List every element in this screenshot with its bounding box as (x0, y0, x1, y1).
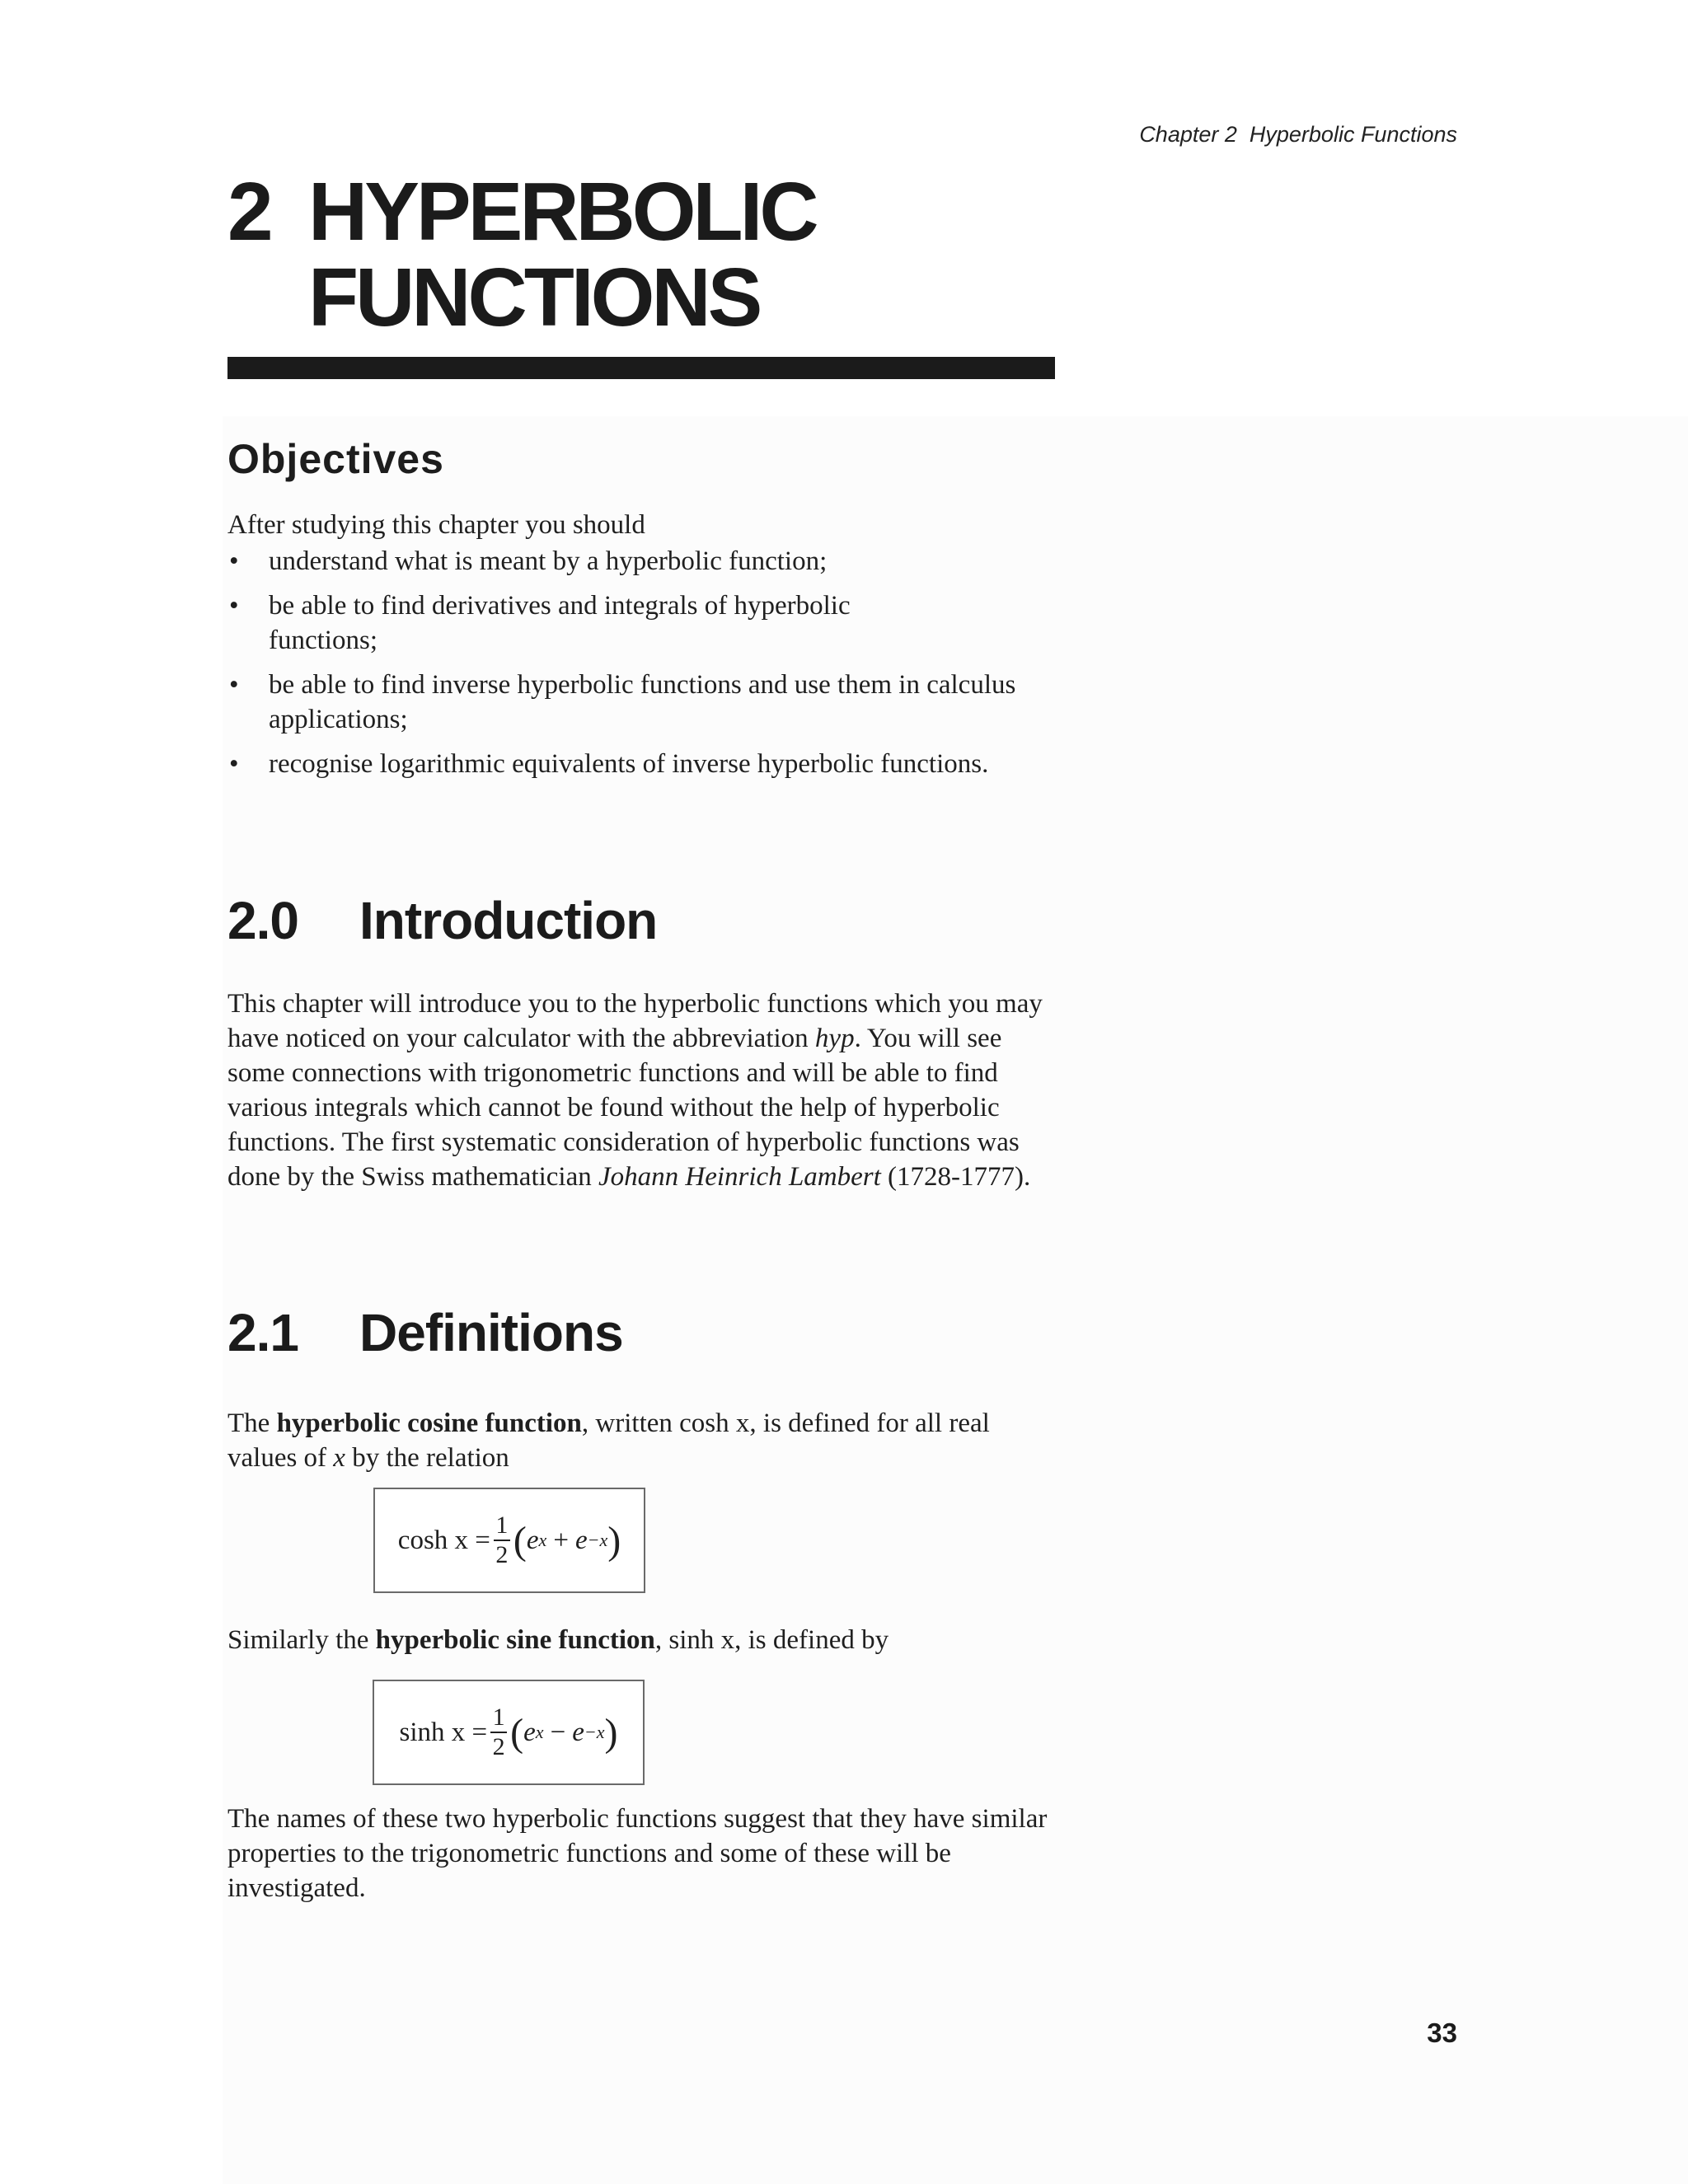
section-heading-definitions (227, 1302, 623, 1363)
variable: x (333, 1443, 345, 1473)
bullet-icon: • (229, 749, 239, 779)
intro-person: Johann Heinrich Lambert (598, 1162, 881, 1192)
text: by the relation (352, 1443, 509, 1473)
formula-lhs: sinh x = (399, 1717, 488, 1747)
intro-abbreviation: hyp (814, 1024, 855, 1053)
cosh-formula-box (373, 1488, 645, 1593)
section-title: Definitions (359, 1303, 623, 1362)
operator: − (550, 1717, 566, 1747)
open-paren: ( (510, 1710, 524, 1755)
text: is defined for all real values of (227, 1408, 990, 1473)
objectives-heading: Objectives (227, 436, 444, 482)
numerator: 1 (495, 1511, 509, 1539)
chapter-title-line-2: FUNCTIONS (308, 251, 760, 344)
chapter-title-line-1 (227, 166, 816, 258)
exponent: x (538, 1530, 547, 1550)
chapter-title-word-1: HYPERBOLIC (308, 166, 816, 258)
text: Similarly the (227, 1625, 369, 1655)
denominator: 2 (495, 1541, 509, 1568)
list-item (227, 588, 1060, 658)
fraction (494, 1511, 510, 1569)
exponent: x (535, 1722, 544, 1742)
objectives-list (227, 544, 1060, 791)
title-rule (227, 357, 1055, 379)
bullet-icon: • (229, 670, 239, 700)
section-number: 2.0 (227, 891, 298, 950)
cosh-notation: cosh x, (679, 1408, 757, 1438)
intro-text-1: This chapter will introduce you to the hyperbolic functions which you may have noticed on your calculator with the abbreviation (227, 989, 1043, 1053)
sinh-definition-text (227, 1623, 1060, 1657)
sinh-formula-box (373, 1680, 645, 1785)
text: is defined by (748, 1625, 889, 1655)
bullet-icon: • (229, 591, 239, 621)
sinh-notation: sinh x, (668, 1625, 742, 1655)
text: , (654, 1625, 663, 1655)
numerator: 1 (492, 1704, 505, 1731)
intro-text-2: . You will see some connections with trigonometric functions and will be able to find various integrals which cannot be found without the help of hyperbolic functions. The first systematic consideration of hyperbolic functions was done by the Swiss mathematician (227, 1024, 1020, 1192)
objective-text: be able to find derivatives and integrals of hyperbolic functions; (269, 591, 851, 655)
chapter-title (227, 166, 816, 344)
bullet-icon: • (229, 546, 239, 576)
exp-base: e (574, 1525, 588, 1555)
objective-text: be able to find inverse hyperbolic functions and use them in calculus applications; (269, 670, 1016, 734)
text: , written (581, 1408, 673, 1438)
exponent: −x (587, 1530, 608, 1550)
chapter-number: 2 (227, 166, 270, 258)
open-paren: ( (513, 1518, 527, 1563)
section-number: 2.1 (227, 1303, 298, 1362)
list-item (227, 668, 1060, 737)
intro-text-3: (1728-1777). (888, 1162, 1031, 1192)
objectives-intro: After studying this chapter you should (227, 510, 645, 540)
closing-paragraph: The names of these two hyperbolic functions suggest that they have similar properties to the trigonometric functions and some of these will be investigated. (227, 1804, 1048, 1903)
objective-text: understand what is meant by a hyperbolic function; (269, 546, 828, 576)
operator: + (553, 1525, 569, 1555)
cosh-definition-text (227, 1406, 1060, 1475)
close-paren: ) (607, 1518, 621, 1563)
introduction-paragraph (227, 987, 1060, 1194)
list-item (227, 544, 1060, 579)
exp-base: e (572, 1717, 584, 1747)
exp-base: e (523, 1717, 536, 1747)
running-head: Chapter 2 Hyperbolic Functions (1139, 122, 1457, 147)
denominator: 2 (492, 1733, 505, 1760)
objective-text: recognise logarithmic equivalents of inverse hyperbolic functions. (269, 749, 989, 779)
list-item (227, 747, 1060, 781)
section-heading-introduction (227, 890, 657, 951)
fraction (490, 1704, 507, 1761)
text: The (227, 1408, 270, 1438)
term-hyperbolic-sine: hyperbolic sine function (375, 1625, 655, 1655)
formula-lhs: cosh x = (397, 1525, 490, 1555)
exponent: −x (584, 1722, 605, 1742)
page-number: 33 (1427, 2018, 1457, 2048)
exp-base: e (526, 1525, 539, 1555)
term-hyperbolic-cosine: hyperbolic cosine function (276, 1408, 582, 1438)
close-paren: ) (604, 1710, 618, 1755)
section-title: Introduction (359, 891, 658, 950)
